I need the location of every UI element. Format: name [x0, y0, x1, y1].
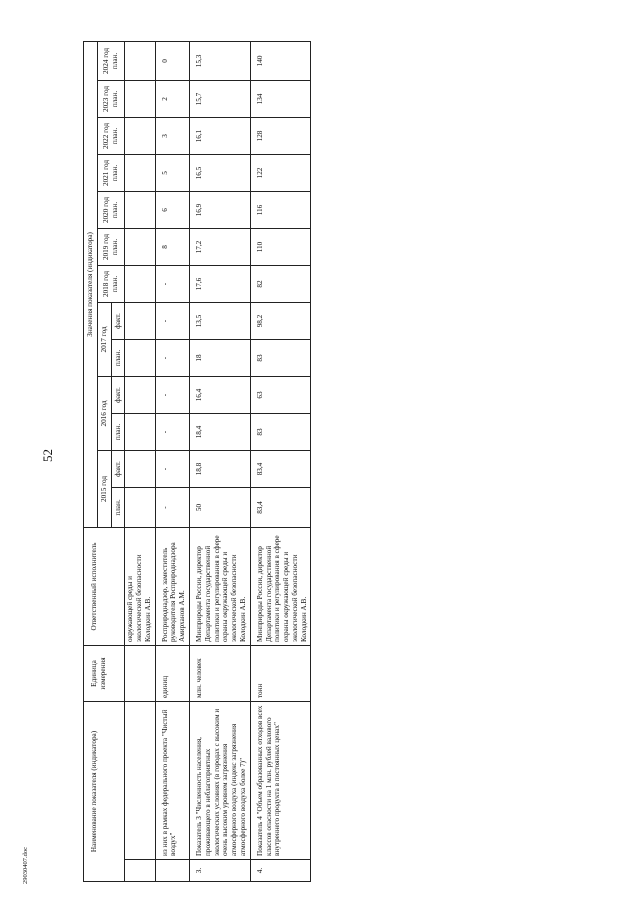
table-row — [125, 41, 155, 881]
value-cell: 128 — [250, 118, 311, 155]
value-cell: 16,1 — [190, 118, 251, 155]
header-fact-2015: факт. — [111, 451, 125, 488]
header-year-2019: 2019 год план. — [97, 229, 125, 266]
unit-cell — [125, 646, 155, 702]
value-cell: 134 — [250, 81, 311, 118]
value-cell — [125, 229, 155, 266]
value-cell: 82 — [250, 266, 311, 303]
value-cell: 8 — [155, 229, 189, 266]
table-row — [190, 41, 251, 881]
value-cell: 18,4 — [190, 414, 251, 451]
header-responsible: Ответственный исполнитель — [84, 528, 125, 646]
value-cell: - — [155, 266, 189, 303]
value-cell: 15,7 — [190, 81, 251, 118]
value-cell: 6 — [155, 192, 189, 229]
unit-cell: тонн — [250, 646, 311, 702]
value-cell: 0 — [155, 41, 189, 80]
header-plan-2017: план. — [111, 340, 125, 377]
indicator-name-cell: из них в рамках федерального проекта "Чистый воздух" — [155, 702, 189, 860]
value-cell — [125, 303, 155, 340]
header-year-2018: 2018 год план. — [97, 266, 125, 303]
header-values-group: Значения показателя (индикатора) — [84, 41, 98, 527]
value-cell: - — [155, 303, 189, 340]
value-cell: - — [155, 340, 189, 377]
header-plan-2016: план. — [111, 414, 125, 451]
header-year-2016: 2016 год — [97, 377, 111, 451]
value-cell — [125, 414, 155, 451]
value-cell: 3 — [155, 118, 189, 155]
value-cell — [125, 266, 155, 303]
rotated-table-sheet — [83, 42, 533, 882]
value-cell: - — [155, 488, 189, 528]
header-unit: Единица измерения — [84, 646, 125, 702]
value-cell: 83,4 — [250, 488, 311, 528]
value-cell: 16,5 — [190, 155, 251, 192]
value-cell: 83 — [250, 414, 311, 451]
footer-filename: 29030407.doc — [22, 846, 29, 884]
value-cell — [125, 81, 155, 118]
row-number: 3. — [190, 860, 251, 882]
value-cell: 98,2 — [250, 303, 311, 340]
responsible-cell: окружающей среды и экологической безопасности Колодкин А.В. — [125, 528, 155, 646]
value-cell: 83 — [250, 340, 311, 377]
row-number — [155, 860, 189, 882]
value-cell: 18,8 — [190, 451, 251, 488]
row-number: 4. — [250, 860, 311, 882]
header-year-2021: 2021 год план. — [97, 155, 125, 192]
indicator-name-cell: Показатель 4 "Объем образованных отходов всех классов опасности на 1 млн. рублей валового внутреннего продукта в постоянных ценах" — [250, 702, 311, 860]
indicators-table — [83, 41, 311, 882]
responsible-cell: Минприроды России, директор Департамента государственной политики и регулирования в сфере охраны окружающей среды и экологической безопасности Колодкин А.В. — [190, 528, 251, 646]
value-cell: - — [155, 377, 189, 414]
row-number — [125, 860, 155, 882]
responsible-cell: Росприроднадзор, заместитель руководителя Росприроднадзора Амирханов А.М. — [155, 528, 189, 646]
header-year-2015: 2015 год — [97, 451, 111, 528]
value-cell: 5 — [155, 155, 189, 192]
value-cell: - — [155, 451, 189, 488]
value-cell: 16,4 — [190, 377, 251, 414]
value-cell — [125, 118, 155, 155]
header-indicator-name: Наименование показателя (индикатора) — [84, 702, 125, 882]
value-cell: 140 — [250, 41, 311, 80]
value-cell: 17,6 — [190, 266, 251, 303]
indicator-name-cell — [125, 702, 155, 860]
value-cell — [125, 340, 155, 377]
value-cell — [125, 41, 155, 80]
value-cell: - — [155, 414, 189, 451]
header-fact-2017: факт. — [111, 303, 125, 340]
header-year-2020: 2020 год план. — [97, 192, 125, 229]
table-body — [125, 41, 311, 881]
value-cell: 122 — [250, 155, 311, 192]
value-cell — [125, 488, 155, 528]
header-plan-2015: план. — [111, 488, 125, 528]
value-cell: 2 — [155, 81, 189, 118]
table-row — [155, 41, 189, 881]
value-cell: 116 — [250, 192, 311, 229]
value-cell — [125, 377, 155, 414]
indicator-name-cell: Показатель 3 "Численность населения, проживающего в неблагоприятных экологических условиях (в городах с высоким и очень высоким уровнем загрязнения атмосферного воздуха (индекс загрязнения атмосферного воздуха более 7)" — [190, 702, 251, 860]
header-year-2024: 2024 год план. — [97, 41, 125, 80]
responsible-cell: Минприроды России, директор Департамента государственной политики и регулирования в сфере охраны окружающей среды и экологической безопасности Колодкин А.В. — [250, 528, 311, 646]
header-fact-2016: факт. — [111, 377, 125, 414]
value-cell: 16,9 — [190, 192, 251, 229]
value-cell: 15,3 — [190, 41, 251, 80]
value-cell: 13,5 — [190, 303, 251, 340]
table-row — [250, 41, 311, 881]
header-year-2017: 2017 год — [97, 303, 111, 377]
value-cell: 18 — [190, 340, 251, 377]
value-cell: 110 — [250, 229, 311, 266]
value-cell — [125, 155, 155, 192]
value-cell: 83,4 — [250, 451, 311, 488]
table-header — [84, 41, 125, 881]
value-cell — [125, 451, 155, 488]
header-year-2022: 2022 год план. — [97, 118, 125, 155]
unit-cell: единиц — [155, 646, 189, 702]
value-cell: 63 — [250, 377, 311, 414]
value-cell: 17,2 — [190, 229, 251, 266]
value-cell — [125, 192, 155, 229]
header-year-2023: 2023 год план. — [97, 81, 125, 118]
page-number: 52 — [40, 449, 55, 462]
value-cell: 50 — [190, 488, 251, 528]
unit-cell: млн. человек — [190, 646, 251, 702]
